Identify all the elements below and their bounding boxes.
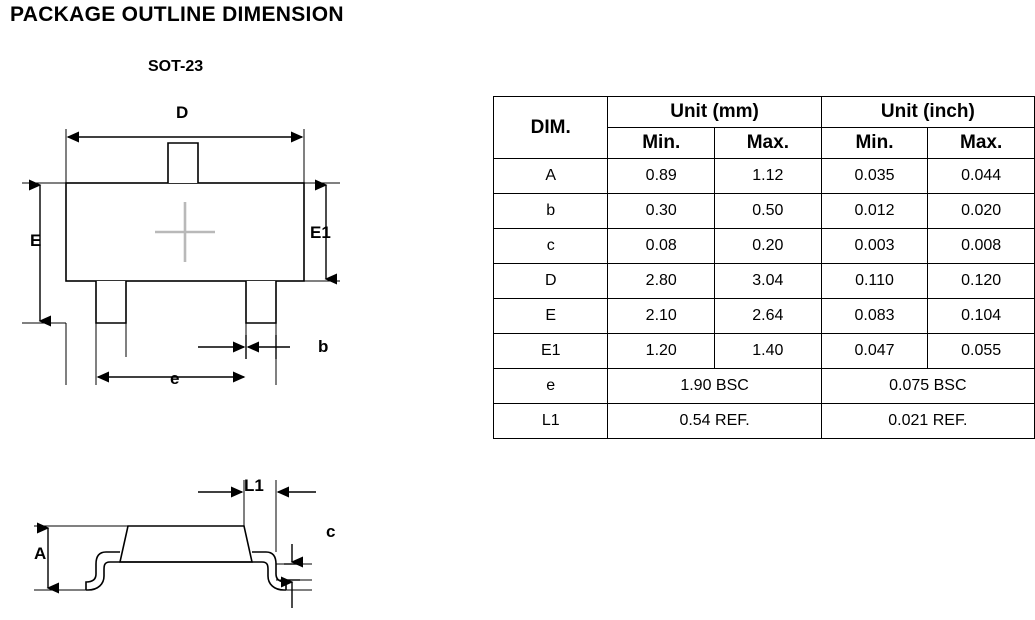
package-top-view-drawing [0,85,420,415]
cell-inch-span: 0.075 BSC [821,369,1034,404]
cell-mm-max: 2.64 [715,299,822,334]
table-row [494,229,1035,264]
cell-inch-max: 0.055 [928,334,1035,369]
cell-inch-min: 0.035 [821,159,928,194]
cell-dim: A [494,159,608,194]
page-title: PACKAGE OUTLINE DIMENSION [10,3,344,26]
cell-mm-span: 0.54 REF. [608,404,821,439]
cell-mm-max: 1.40 [715,334,822,369]
cell-mm-max: 0.20 [715,229,822,264]
table-row [494,159,1035,194]
header-dim: DIM. [494,97,608,159]
cell-mm-min: 0.08 [608,229,715,264]
cell-dim: L1 [494,404,608,439]
package-side-view-drawing [0,440,420,615]
dim-label-L1: L1 [244,476,264,495]
dim-label-b: b [318,337,329,356]
cell-mm-min: 0.30 [608,194,715,229]
dim-line-c [284,544,300,608]
dim-label-D: D [176,103,189,122]
dim-label-A: A [34,544,47,563]
dim-label-c: c [326,522,336,541]
cell-inch-min: 0.003 [821,229,928,264]
cell-dim: D [494,264,608,299]
cell-inch-max: 0.008 [928,229,1035,264]
dim-label-e: e [170,369,180,388]
cell-mm-min: 0.89 [608,159,715,194]
dim-label-E1: E1 [310,223,331,242]
header-mm-min: Min. [608,128,715,159]
cell-inch-max: 0.020 [928,194,1035,229]
cell-dim: E1 [494,334,608,369]
cell-inch-min: 0.083 [821,299,928,334]
table-row [494,404,1035,439]
top-view-svg [0,85,420,415]
table-body [494,159,1035,439]
cell-mm-span: 1.90 BSC [608,369,821,404]
cell-inch-min: 0.110 [821,264,928,299]
cell-mm-max: 0.50 [715,194,822,229]
header-unit-mm: Unit (mm) [608,97,821,128]
side-view-svg [0,440,420,615]
header-inch-max: Max. [928,128,1035,159]
header-inch-min: Min. [821,128,928,159]
cell-inch-span: 0.021 REF. [821,404,1034,439]
cell-dim: c [494,229,608,264]
cell-inch-max: 0.104 [928,299,1035,334]
header-mm-max: Max. [715,128,822,159]
cell-mm-min: 2.80 [608,264,715,299]
table-row [494,334,1035,369]
package-name-label: SOT-23 [148,58,204,75]
dim-label-E: E [30,231,42,250]
cell-dim: E [494,299,608,334]
cell-inch-min: 0.047 [821,334,928,369]
cell-mm-max: 3.04 [715,264,822,299]
cell-mm-min: 1.20 [608,334,715,369]
table-row [494,299,1035,334]
cell-dim: b [494,194,608,229]
table-row [494,264,1035,299]
cell-inch-min: 0.012 [821,194,928,229]
table-row [494,194,1035,229]
cell-mm-min: 2.10 [608,299,715,334]
dimension-table [493,96,1035,439]
dim-line-b [198,335,290,359]
cell-inch-max: 0.044 [928,159,1035,194]
cell-inch-max: 0.120 [928,264,1035,299]
cell-dim: e [494,369,608,404]
cell-mm-max: 1.12 [715,159,822,194]
header-unit-inch: Unit (inch) [821,97,1034,128]
table-header-row-1 [494,97,1035,128]
table-row [494,369,1035,404]
table-header [494,97,1035,159]
